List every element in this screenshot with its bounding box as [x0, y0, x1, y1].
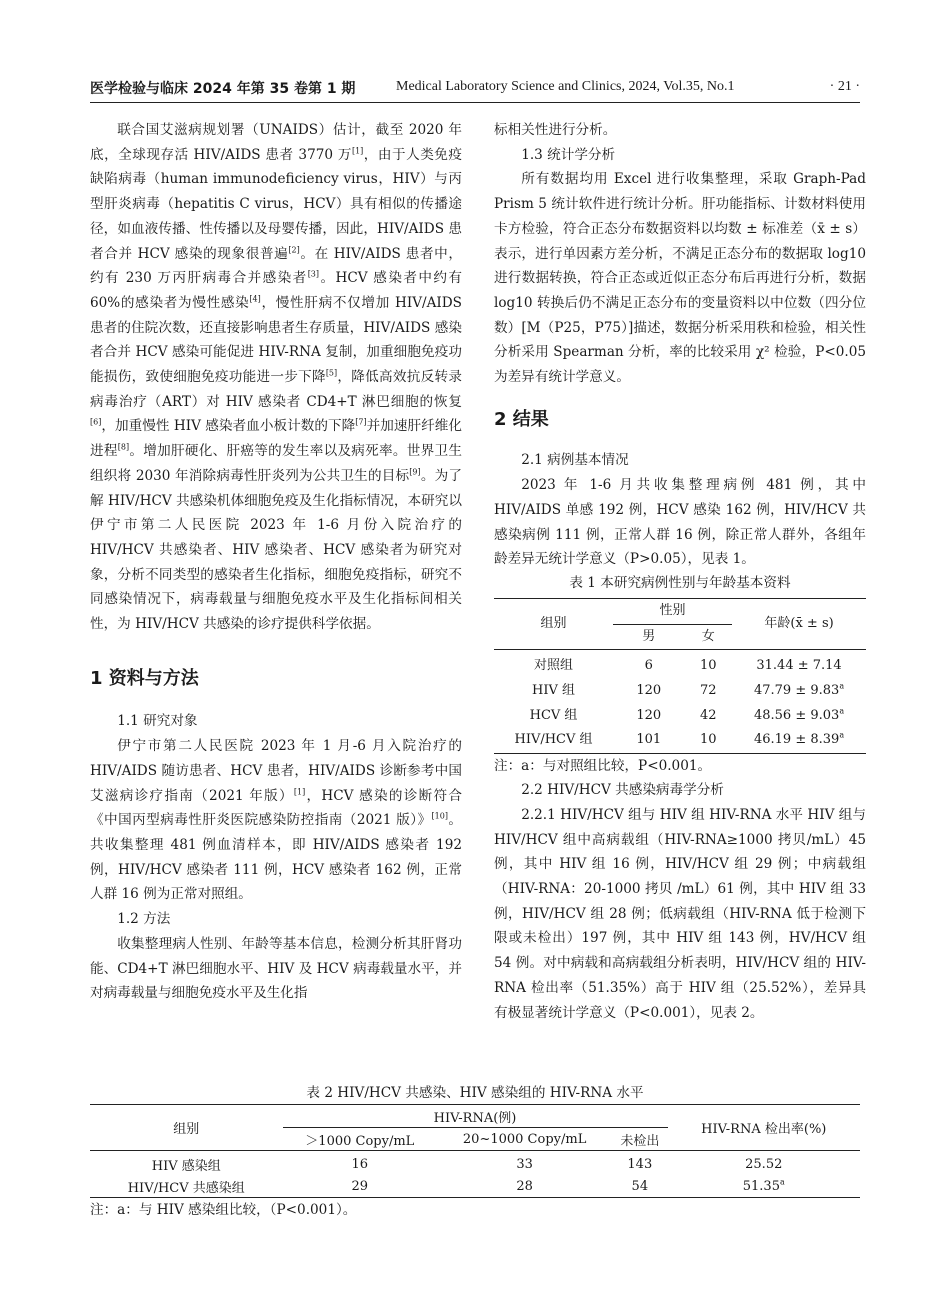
table2-header-undetected: 未检出 — [612, 1128, 667, 1151]
subsection-heading-2-1: 2.1 病例基本情况 — [521, 452, 629, 469]
paragraph-1-1: 伊宁市第二人民医院 2023 年 1 月-6 月入院治疗的 HIV/AIDS 随访患者、HCV 患者，HIV/AIDS 诊断参考中国艾滋病诊疗指南（2021 年版）[1]，HCV 感染的诊断符合《中国丙型病毒性肝炎医院感染防控指南（2021 版）》[10]。共收集整理 481 例血清样本，即 HIV/AIDS 感染者 192 例，HIV/HCV 感染者 111 例，HCV 感染者 162 例，正常人群 16 例为正常对照组。 — [90, 738, 462, 903]
table1 — [494, 598, 866, 754]
table1-header-group: 组别 — [540, 615, 567, 631]
table2-header-mid: 20~1000 Copy/mL — [437, 1128, 612, 1151]
table-row: HIV/HCV 共感染组 29 28 54 51.35$^a$ — [127, 1177, 785, 1196]
table1-note: 注：a：与对照组比较，P<0.001。 — [494, 758, 712, 775]
right-column — [494, 118, 866, 1025]
paragraph-2-1: 2023 年 1-6 月共收集整理病例 481 例，其中 HIV/AIDS 单感 192 例，HCV 感染 162 例，HIV/HCV 共感染病例 111 例，正常人群 16 例，除正常人群外，各组年龄差异无统计学意义（P>0.05），见表 1。 — [494, 477, 866, 568]
table-row: HIV 组 120 72 47.79 ± 9.83$^a$ — [532, 681, 845, 699]
table2-header-rna: HIV-RNA(例) — [283, 1105, 668, 1128]
subsection-heading-1-2: 1.2 方法 — [117, 911, 171, 928]
table2-header-group: 组别 — [173, 1122, 200, 1137]
table-row: 对照组 6 10 31.44 ± 7.14 — [534, 658, 842, 674]
table2-block — [90, 1082, 860, 1222]
citation-marker: [10] — [431, 811, 448, 821]
citation-marker: [3] — [307, 269, 320, 279]
table-row: HCV 组 120 42 48.56 ± 9.03$^a$ — [529, 706, 845, 723]
citation-marker: [8] — [117, 442, 130, 452]
table-row: HIV 感染组 16 33 143 25.52 — [151, 1156, 783, 1174]
citation-marker: [1] — [351, 146, 364, 156]
table-row: HIV/HCV 组 101 10 46.19 ± 8.39$^a$ — [514, 731, 845, 748]
table1-caption: 表 1 本研究病例性别与年龄基本资料 — [569, 574, 791, 591]
table2-caption: 表 2 HIV/HCV 共感染、HIV 感染组的 HIV-RNA 水平 — [306, 1085, 644, 1101]
intro-paragraph: 联合国艾滋病规划署（UNAIDS）估计，截至 2020 年底，全球现存活 HIV/AIDS 患者 3770 万[1]，由于人类免疫缺陷病毒（human immunodeficiency virus，HIV）与丙型肝炎病毒（hepatitis C virus，HCV）具有相似的传播途径，如血液传播、性传播以及母婴传播，因此，HIV/AIDS 患者合并 HCV 感染的现象很普遍[2]。在 HIV/AIDS 患者中，约有 230 万丙肝病毒合并感染者[3]。HCV 感染者中约有 60%的感染者为慢性感染[4]，慢性肝病不仅增加 HIV/AIDS 患者的住院次数，还直接影响患者生存质量，HIV/AIDS 感染者合并 HCV 感染可能促进 HIV-RNA 复制，加重细胞免疫功能损伤，致使细胞免疫功能进一步下降[5]，降低高效抗反转录病毒治疗（ART）对 HIV 感染者 CD4+T 淋巴细胞的恢复[6]，加重慢性 HIV 感染者血小板计数的下降[7]并加速肝纤维化进程[8]。增加肝硬化、肝癌等的发生率以及病死率。世界卫生组织将 2030 年消除病毒性肝炎列为公共卫生的目标[9]。为了解 HIV/HCV 共感染机体细胞免疫及生化指标情况，本研究以伊宁市第二人民医院 2023 年 1-6 月份入院治疗的 HIV/HCV 共感染者、HIV 感染者、HCV 感染者为研究对象，分析不同类型的感染者生化指标，细胞免疫指标，研究不同感染情况下，病毒载量与细胞免疫水平及生化指标间相关性，为 HIV/HCV 共感染的诊疗提供科学依据。 — [90, 122, 463, 633]
page-number: · 21 · — [829, 79, 860, 94]
table1-header-age: 年龄(x̄ ± s) — [764, 615, 834, 631]
table1-header-female: 女 — [684, 624, 732, 650]
table2-header-rate: HIV-RNA 检出率(%) — [701, 1122, 827, 1137]
table2-header-high: ＞1000 Copy/mL — [283, 1128, 438, 1151]
paragraph-1-3: 所有数据均用 Excel 进行收集整理，采取 Graph-Pad Prism 5 统计软件进行统计分析。肝功能指标、计数材料使用卡方检验，符合正态分布数据资料以均数 ± 标准差（x̄ ± s）表示，进行单因素方差分析，不满足正态分布的数据取 log10 进行数据转换，符合正态或近似正态分布后再进行分析，数据 log10 转换后仍不满足正态分布的变量资料以中位数（四分位数）[M（P25，P75）]描述，数据分析采用秩和检验，相关性分析采用 Spearman 分析，率的比较采用 χ² 检验，P<0.05 为差异有统计学意义。 — [494, 171, 866, 386]
citation-marker: [7] — [355, 417, 367, 427]
running-header — [90, 76, 860, 103]
citation-marker: [4] — [249, 294, 261, 304]
journal-name-cn: 医学检验与临床 2024 年第 35 卷第 1 期 — [90, 81, 356, 97]
citation-marker: [6] — [90, 417, 102, 427]
subsection-heading-2-2: 2.2 HIV/HCV 共感染病毒学分析 — [521, 782, 724, 799]
section-heading-methods: 1 资料与方法 — [90, 667, 199, 689]
journal-name-en: Medical Laboratory Science and Clinics, 2024, Vol.35, No.1 — [396, 79, 735, 94]
paragraph-1-2-continued: 标相关性进行分析。 — [494, 122, 617, 138]
subsection-heading-1-1: 1.1 研究对象 — [117, 713, 198, 730]
table2 — [90, 1104, 860, 1198]
citation-marker: [9] — [409, 467, 421, 477]
table1-header-sex: 性别 — [613, 598, 732, 624]
citation-marker: [2] — [288, 244, 300, 254]
paragraph-1-2: 收集整理病人性别、年龄等基本信息，检测分析其肝肾功能、CD4+T 淋巴细胞水平、HIV 及 HCV 病毒载量水平，并对病毒载量与细胞免疫水平及生化指 — [90, 935, 462, 1002]
citation-marker: [1] — [293, 787, 306, 797]
citation-marker: [5] — [325, 368, 338, 378]
section-heading-results: 2 结果 — [494, 408, 549, 430]
table1-header-male: 男 — [613, 624, 684, 650]
left-column — [90, 118, 462, 1006]
table2-note: 注：a：与 HIV 感染组比较，（P<0.001）。 — [90, 1202, 357, 1218]
subsection-heading-1-3: 1.3 统计学分析 — [521, 146, 616, 163]
paragraph-2-2-1: 2.2.1 HIV/HCV 组与 HIV 组 HIV-RNA 水平 HIV 组与 HIV/HCV 组中高病载组（HIV-RNA≥1000 拷贝/mL）45 例，其中 HIV 组 16 例，HIV/HCV 组 29 例；中病载组（HIV-RNA：20-1000 拷贝 /mL）61 例，其中 HIV 组 33 例，HIV/HCV 组 28 例；低病载组（HIV-RNA 低于检测下限或未检出）197 例，其中 HIV 组 143 例，HV/HCV 组 54 例。对中病载和高病载组分析表明，HIV/HCV 组的 HIV-RNA 检出率（51.35%）高于 HIV 组（25.52%），差异具有极显著统计学意义（P<0.001），见表 2。 — [494, 806, 866, 1021]
